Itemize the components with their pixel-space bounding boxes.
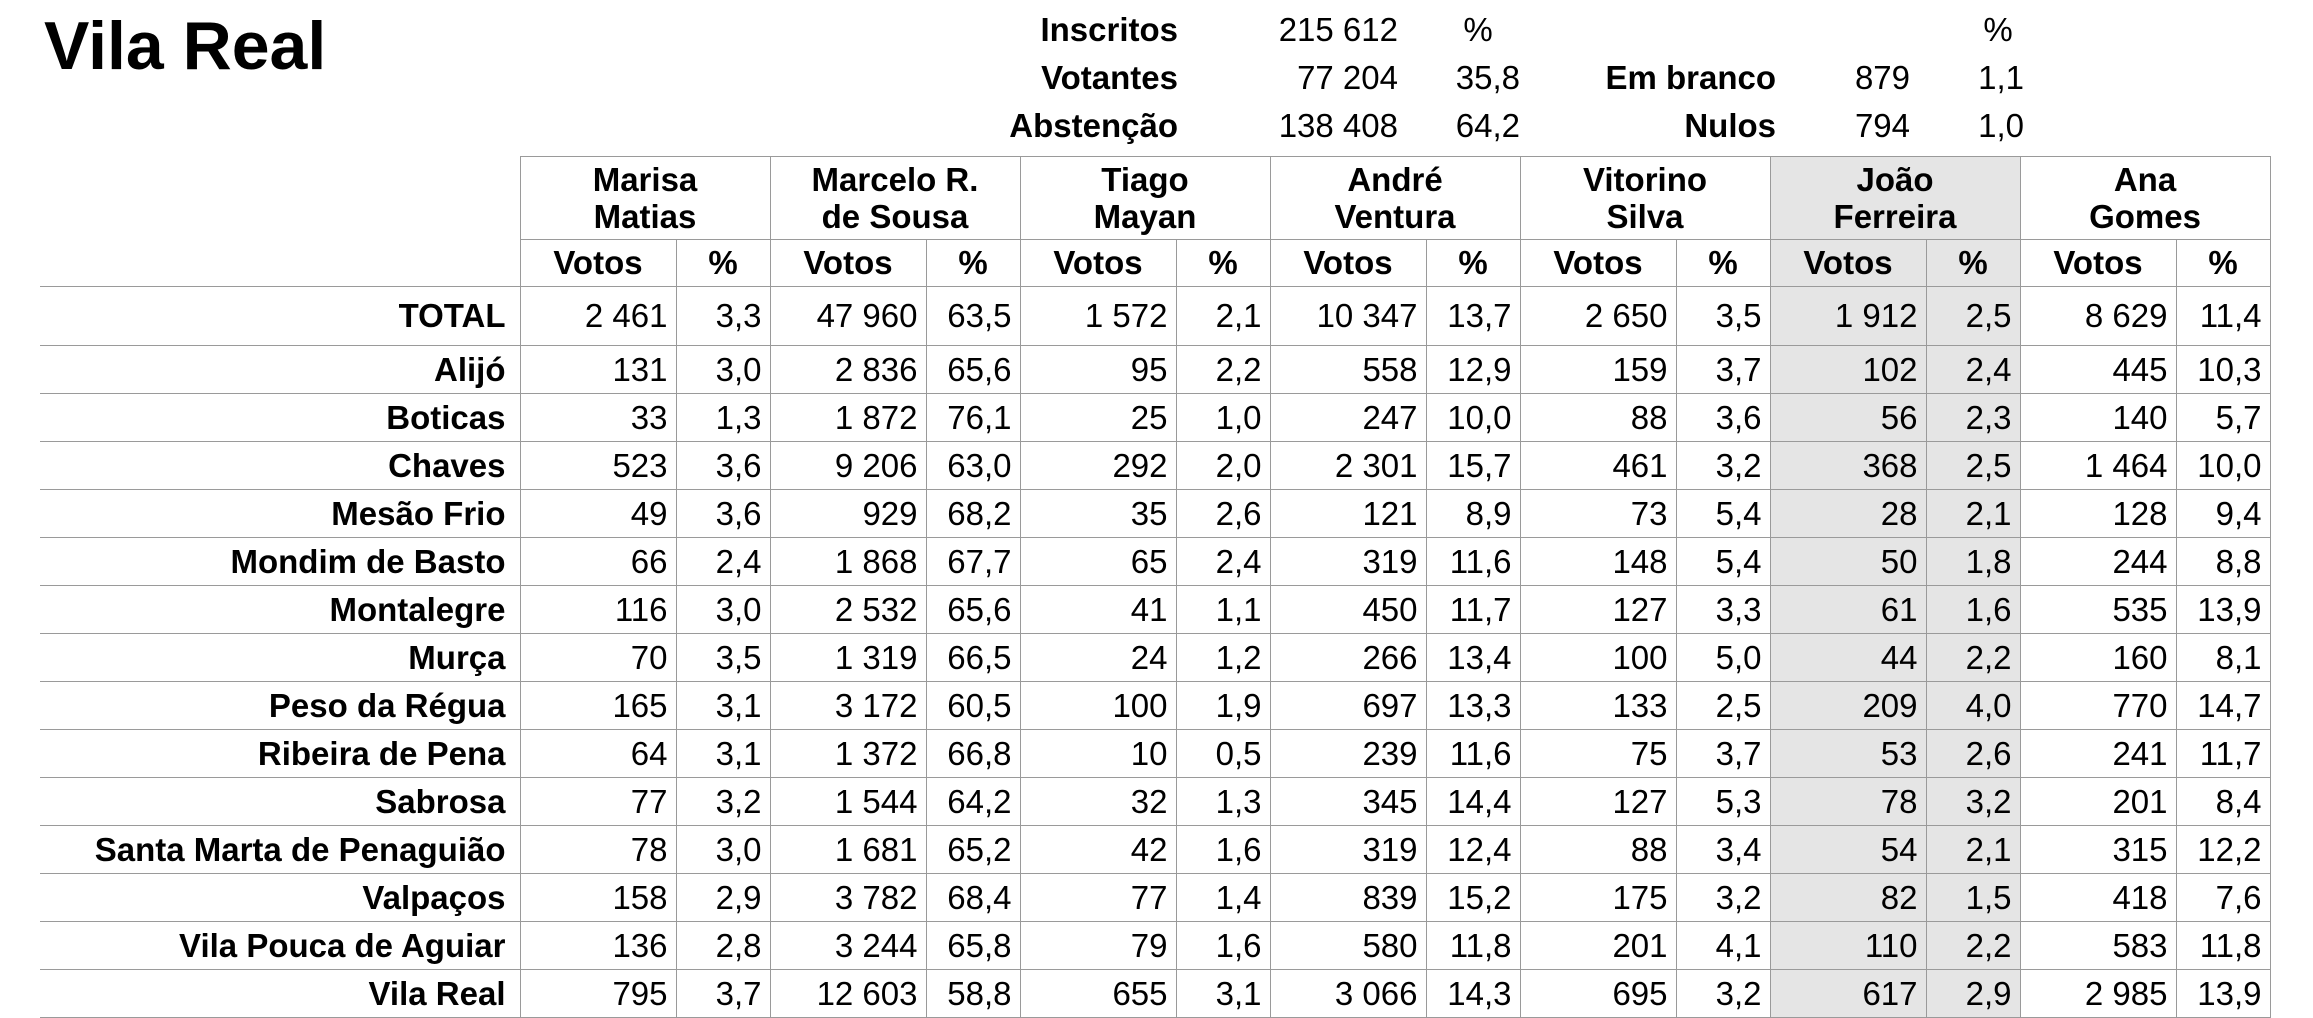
- votos-cell: 121: [1270, 490, 1426, 538]
- pct-cell: 11,8: [2176, 922, 2270, 970]
- votos-cell: 583: [2020, 922, 2176, 970]
- votos-cell: 1 572: [1020, 287, 1176, 346]
- candidate-name-line2: Ferreira: [1833, 198, 1957, 235]
- pct-cell: 15,2: [1426, 874, 1520, 922]
- votos-cell: 445: [2020, 346, 2176, 394]
- votos-cell: 128: [2020, 490, 2176, 538]
- votos-cell: 1 872: [770, 394, 926, 442]
- votos-cell: 25: [1020, 394, 1176, 442]
- pct-cell: 3,5: [1676, 287, 1770, 346]
- pct-cell: 12,2: [2176, 826, 2270, 874]
- table-row: [40, 346, 2270, 394]
- pct-cell: 13,9: [2176, 586, 2270, 634]
- pct-header: %: [2176, 240, 2270, 287]
- results-body: [40, 287, 2270, 1018]
- votos-cell: 35: [1020, 490, 1176, 538]
- pct-cell: 13,9: [2176, 970, 2270, 1018]
- pct-cell: 11,4: [2176, 287, 2270, 346]
- candidate-header-marcelo-r-de-sousa: [770, 157, 1020, 240]
- votos-cell: 54: [1770, 826, 1926, 874]
- nulos-pct: 1,0: [1978, 107, 2024, 144]
- votos-cell: 617: [1770, 970, 1926, 1018]
- pct-header: %: [926, 240, 1020, 287]
- votos-cell: 165: [520, 682, 676, 730]
- votos-cell: 79: [1020, 922, 1176, 970]
- nulos-value: 794: [1854, 107, 1910, 144]
- candidate-name-line1: André: [1347, 161, 1443, 198]
- pct-cell: 13,4: [1426, 634, 1520, 682]
- pct-cell: 2,5: [1926, 442, 2020, 490]
- table-row: [40, 586, 2270, 634]
- pct-cell: 1,9: [1176, 682, 1270, 730]
- votos-cell: 461: [1520, 442, 1676, 490]
- candidate-name-line1: Vitorino: [1582, 161, 1708, 198]
- pct-cell: 63,0: [926, 442, 1020, 490]
- votos-cell: 315: [2020, 826, 2176, 874]
- candidate-header-ana-gomes: [2020, 157, 2270, 240]
- votos-cell: 82: [1770, 874, 1926, 922]
- pct-cell: 3,0: [676, 826, 770, 874]
- pct-cell: 2,9: [1926, 970, 2020, 1018]
- municipality-name: Santa Marta de Penaguião: [40, 826, 520, 874]
- pct-header: %: [1926, 240, 2020, 287]
- votos-cell: 3 782: [770, 874, 926, 922]
- pct-cell: 65,8: [926, 922, 1020, 970]
- votantes-value: 77 204: [1297, 59, 1398, 96]
- candidate-name-line1: João: [1856, 161, 1934, 198]
- pct-cell: 3,3: [1676, 586, 1770, 634]
- pct-cell: 8,4: [2176, 778, 2270, 826]
- votos-cell: 292: [1020, 442, 1176, 490]
- subheader-row: [40, 240, 2270, 287]
- pct-cell: 3,1: [676, 682, 770, 730]
- votos-cell: 78: [1770, 778, 1926, 826]
- pct-cell: 2,5: [1926, 287, 2020, 346]
- pct-cell: 2,4: [676, 538, 770, 586]
- table-row: [40, 970, 2270, 1018]
- pct-cell: 3,1: [676, 730, 770, 778]
- pct-cell: 5,4: [1676, 538, 1770, 586]
- votos-cell: 209: [1770, 682, 1926, 730]
- pct-cell: 3,2: [676, 778, 770, 826]
- pct-header: %: [1176, 240, 1270, 287]
- votos-cell: 9 206: [770, 442, 926, 490]
- municipality-name: Murça: [40, 634, 520, 682]
- pct-cell: 1,5: [1926, 874, 2020, 922]
- pct-cell: 66,5: [926, 634, 1020, 682]
- votos-cell: 1 681: [770, 826, 926, 874]
- municipality-name: Mondim de Basto: [40, 538, 520, 586]
- municipality-name: Valpaços: [40, 874, 520, 922]
- votos-cell: 10: [1020, 730, 1176, 778]
- municipality-name: Vila Real: [40, 970, 520, 1018]
- pct-cell: 66,8: [926, 730, 1020, 778]
- pct-cell: 3,0: [676, 346, 770, 394]
- pct-header-left: %: [1463, 11, 1493, 48]
- pct-cell: 2,8: [676, 922, 770, 970]
- candidate-header-joao-ferreira: [1770, 157, 2020, 240]
- pct-cell: 1,6: [1176, 922, 1270, 970]
- municipality-name: Alijó: [40, 346, 520, 394]
- candidate-name-line2: Gomes: [2089, 198, 2201, 235]
- votos-cell: 201: [2020, 778, 2176, 826]
- votos-cell: 770: [2020, 682, 2176, 730]
- votos-cell: 49: [520, 490, 676, 538]
- table-row: [40, 490, 2270, 538]
- votos-cell: 44: [1770, 634, 1926, 682]
- votos-cell: 697: [1270, 682, 1426, 730]
- candidate-name-line1: Tiago: [1101, 161, 1189, 198]
- votos-cell: 77: [1020, 874, 1176, 922]
- votos-cell: 1 372: [770, 730, 926, 778]
- summary-panel: [0, 0, 2313, 150]
- pct-cell: 10,3: [2176, 346, 2270, 394]
- pct-cell: 3,6: [676, 442, 770, 490]
- pct-cell: 2,2: [1926, 634, 2020, 682]
- pct-cell: 3,6: [676, 490, 770, 538]
- votos-cell: 42: [1020, 826, 1176, 874]
- table-row: [40, 826, 2270, 874]
- votos-header: Votos: [1520, 240, 1676, 287]
- pct-cell: 2,9: [676, 874, 770, 922]
- pct-cell: 8,9: [1426, 490, 1520, 538]
- header-spacer: [40, 157, 520, 240]
- pct-cell: 65,6: [926, 346, 1020, 394]
- pct-cell: 0,5: [1176, 730, 1270, 778]
- pct-cell: 12,9: [1426, 346, 1520, 394]
- pct-cell: 63,5: [926, 287, 1020, 346]
- municipality-name: Peso da Régua: [40, 682, 520, 730]
- table-row: [40, 634, 2270, 682]
- votos-cell: 175: [1520, 874, 1676, 922]
- pct-cell: 10,0: [1426, 394, 1520, 442]
- pct-cell: 2,3: [1926, 394, 2020, 442]
- pct-cell: 3,2: [1676, 442, 1770, 490]
- votos-cell: 73: [1520, 490, 1676, 538]
- votos-cell: 131: [520, 346, 676, 394]
- votos-cell: 41: [1020, 586, 1176, 634]
- pct-cell: 58,8: [926, 970, 1020, 1018]
- pct-cell: 14,4: [1426, 778, 1520, 826]
- votos-cell: 3 172: [770, 682, 926, 730]
- votos-cell: 56: [1770, 394, 1926, 442]
- votos-cell: 2 532: [770, 586, 926, 634]
- votos-cell: 65: [1020, 538, 1176, 586]
- table-row: [40, 778, 2270, 826]
- pct-header-right: %: [1983, 11, 2013, 48]
- votos-cell: 12 603: [770, 970, 926, 1018]
- votos-cell: 1 868: [770, 538, 926, 586]
- candidate-header-row: [40, 157, 2270, 240]
- candidate-name-line2: Mayan: [1093, 198, 1197, 235]
- votos-cell: 95: [1020, 346, 1176, 394]
- municipality-name: Montalegre: [40, 586, 520, 634]
- votos-cell: 50: [1770, 538, 1926, 586]
- pct-cell: 3,7: [676, 970, 770, 1018]
- pct-cell: 2,0: [1176, 442, 1270, 490]
- votos-cell: 1 319: [770, 634, 926, 682]
- pct-cell: 3,3: [676, 287, 770, 346]
- table-row: [40, 394, 2270, 442]
- pct-cell: 8,8: [2176, 538, 2270, 586]
- pct-cell: 2,1: [1926, 826, 2020, 874]
- votos-cell: 77: [520, 778, 676, 826]
- pct-cell: 1,3: [1176, 778, 1270, 826]
- votos-cell: 580: [1270, 922, 1426, 970]
- votos-cell: 140: [2020, 394, 2176, 442]
- votantes-label: Votantes: [1041, 59, 1178, 96]
- pct-cell: 13,7: [1426, 287, 1520, 346]
- votos-cell: 655: [1020, 970, 1176, 1018]
- votos-cell: 24: [1020, 634, 1176, 682]
- pct-cell: 60,5: [926, 682, 1020, 730]
- votos-cell: 88: [1520, 394, 1676, 442]
- pct-cell: 2,1: [1176, 287, 1270, 346]
- pct-cell: 11,8: [1426, 922, 1520, 970]
- votos-cell: 2 985: [2020, 970, 2176, 1018]
- municipality-name: Vila Pouca de Aguiar: [40, 922, 520, 970]
- candidate-name-line2: Matias: [593, 198, 697, 235]
- nulos-label: Nulos: [1684, 107, 1776, 144]
- pct-cell: 64,2: [926, 778, 1020, 826]
- votos-cell: 2 301: [1270, 442, 1426, 490]
- votos-cell: 100: [1020, 682, 1176, 730]
- votos-cell: 100: [1520, 634, 1676, 682]
- pct-cell: 2,5: [1676, 682, 1770, 730]
- pct-cell: 8,1: [2176, 634, 2270, 682]
- em-branco-label: Em branco: [1605, 59, 1776, 96]
- votos-cell: 929: [770, 490, 926, 538]
- candidate-header-marisa-matias: [520, 157, 770, 240]
- pct-cell: 9,4: [2176, 490, 2270, 538]
- pct-cell: 3,5: [676, 634, 770, 682]
- table-row: [40, 922, 2270, 970]
- pct-cell: 1,4: [1176, 874, 1270, 922]
- pct-cell: 65,6: [926, 586, 1020, 634]
- votos-cell: 88: [1520, 826, 1676, 874]
- em-branco-pct: 1,1: [1978, 59, 2024, 96]
- pct-cell: 68,4: [926, 874, 1020, 922]
- abstencao-label: Abstenção: [1009, 107, 1178, 144]
- pct-cell: 2,6: [1176, 490, 1270, 538]
- results-table: [40, 156, 2271, 1018]
- pct-cell: 1,1: [1176, 586, 1270, 634]
- votos-cell: 64: [520, 730, 676, 778]
- votos-cell: 160: [2020, 634, 2176, 682]
- votantes-pct: 35,8: [1455, 59, 1520, 96]
- municipality-name: Ribeira de Pena: [40, 730, 520, 778]
- votos-header: Votos: [2020, 240, 2176, 287]
- pct-cell: 5,7: [2176, 394, 2270, 442]
- pct-cell: 4,1: [1676, 922, 1770, 970]
- votos-cell: 239: [1270, 730, 1426, 778]
- votos-header: Votos: [1770, 240, 1926, 287]
- votos-cell: 795: [520, 970, 676, 1018]
- inscritos-value: 215 612: [1278, 11, 1398, 48]
- candidate-name-line1: Ana: [2113, 161, 2177, 198]
- pct-cell: 11,7: [2176, 730, 2270, 778]
- table-row: [40, 874, 2270, 922]
- pct-cell: 2,2: [1176, 346, 1270, 394]
- candidate-header-tiago-mayan: [1020, 157, 1270, 240]
- pct-cell: 10,0: [2176, 442, 2270, 490]
- votos-cell: 75: [1520, 730, 1676, 778]
- votos-cell: 3 066: [1270, 970, 1426, 1018]
- votos-header: Votos: [1020, 240, 1176, 287]
- votos-cell: 523: [520, 442, 676, 490]
- candidate-name-line1: Marcelo R.: [811, 161, 979, 198]
- votos-cell: 2 650: [1520, 287, 1676, 346]
- votos-cell: 266: [1270, 634, 1426, 682]
- votos-cell: 201: [1520, 922, 1676, 970]
- votos-cell: 558: [1270, 346, 1426, 394]
- pct-cell: 1,2: [1176, 634, 1270, 682]
- votos-cell: 158: [520, 874, 676, 922]
- pct-cell: 2,6: [1926, 730, 2020, 778]
- votos-cell: 136: [520, 922, 676, 970]
- votos-cell: 241: [2020, 730, 2176, 778]
- municipality-name: TOTAL: [40, 287, 520, 346]
- votos-cell: 695: [1520, 970, 1676, 1018]
- votos-cell: 2 836: [770, 346, 926, 394]
- candidate-name-line1: Marisa: [592, 161, 698, 198]
- votos-cell: 32: [1020, 778, 1176, 826]
- votos-cell: 1 544: [770, 778, 926, 826]
- pct-cell: 3,2: [1676, 970, 1770, 1018]
- votos-cell: 1 912: [1770, 287, 1926, 346]
- pct-cell: 2,4: [1176, 538, 1270, 586]
- pct-cell: 65,2: [926, 826, 1020, 874]
- votos-cell: 28: [1770, 490, 1926, 538]
- pct-cell: 3,7: [1676, 346, 1770, 394]
- pct-cell: 1,6: [1176, 826, 1270, 874]
- votos-cell: 244: [2020, 538, 2176, 586]
- em-branco-value: 879: [1854, 59, 1910, 96]
- subheader-spacer: [40, 240, 520, 287]
- votos-cell: 66: [520, 538, 676, 586]
- votos-cell: 8 629: [2020, 287, 2176, 346]
- pct-cell: 14,7: [2176, 682, 2270, 730]
- votos-cell: 110: [1770, 922, 1926, 970]
- pct-cell: 2,1: [1926, 490, 2020, 538]
- candidate-name-line2: Silva: [1606, 198, 1684, 235]
- pct-cell: 5,0: [1676, 634, 1770, 682]
- votos-cell: 116: [520, 586, 676, 634]
- votos-cell: 10 347: [1270, 287, 1426, 346]
- pct-cell: 3,2: [1926, 778, 2020, 826]
- pct-cell: 4,0: [1926, 682, 2020, 730]
- votos-cell: 47 960: [770, 287, 926, 346]
- votos-cell: 345: [1270, 778, 1426, 826]
- votos-header: Votos: [1270, 240, 1426, 287]
- votos-cell: 78: [520, 826, 676, 874]
- pct-cell: 5,4: [1676, 490, 1770, 538]
- pct-cell: 3,1: [1176, 970, 1270, 1018]
- votos-cell: 319: [1270, 538, 1426, 586]
- votos-cell: 127: [1520, 586, 1676, 634]
- votos-cell: 319: [1270, 826, 1426, 874]
- pct-cell: 7,6: [2176, 874, 2270, 922]
- votos-cell: 70: [520, 634, 676, 682]
- votos-cell: 3 244: [770, 922, 926, 970]
- pct-cell: 5,3: [1676, 778, 1770, 826]
- votos-cell: 127: [1520, 778, 1676, 826]
- table-row: [40, 730, 2270, 778]
- pct-cell: 11,6: [1426, 538, 1520, 586]
- votos-cell: 133: [1520, 682, 1676, 730]
- municipality-name: Mesão Frio: [40, 490, 520, 538]
- total-row: [40, 287, 2270, 346]
- pct-header: %: [676, 240, 770, 287]
- candidate-header-vitorino-silva: [1520, 157, 1770, 240]
- pct-cell: 12,4: [1426, 826, 1520, 874]
- municipality-name: Chaves: [40, 442, 520, 490]
- votos-cell: 53: [1770, 730, 1926, 778]
- pct-cell: 14,3: [1426, 970, 1520, 1018]
- pct-cell: 1,6: [1926, 586, 2020, 634]
- municipality-name: Sabrosa: [40, 778, 520, 826]
- page-title: Vila Real: [44, 8, 327, 84]
- votos-cell: 159: [1520, 346, 1676, 394]
- votos-cell: 247: [1270, 394, 1426, 442]
- inscritos-label: Inscritos: [1040, 11, 1178, 48]
- table-row: [40, 442, 2270, 490]
- votos-cell: 1 464: [2020, 442, 2176, 490]
- pct-cell: 2,2: [1926, 922, 2020, 970]
- pct-cell: 68,2: [926, 490, 1020, 538]
- candidate-name-line2: Ventura: [1334, 198, 1456, 235]
- pct-cell: 11,6: [1426, 730, 1520, 778]
- abstencao-pct: 64,2: [1455, 107, 1520, 144]
- votos-cell: 839: [1270, 874, 1426, 922]
- pct-cell: 1,8: [1926, 538, 2020, 586]
- pct-cell: 3,7: [1676, 730, 1770, 778]
- pct-cell: 3,2: [1676, 874, 1770, 922]
- pct-cell: 15,7: [1426, 442, 1520, 490]
- pct-cell: 76,1: [926, 394, 1020, 442]
- candidate-header-andre-ventura: [1270, 157, 1520, 240]
- pct-header: %: [1426, 240, 1520, 287]
- pct-header: %: [1676, 240, 1770, 287]
- municipality-name: Boticas: [40, 394, 520, 442]
- votos-header: Votos: [520, 240, 676, 287]
- pct-cell: 3,4: [1676, 826, 1770, 874]
- table-row: [40, 538, 2270, 586]
- votos-cell: 368: [1770, 442, 1926, 490]
- pct-cell: 1,0: [1176, 394, 1270, 442]
- votos-cell: 418: [2020, 874, 2176, 922]
- pct-cell: 67,7: [926, 538, 1020, 586]
- votos-cell: 450: [1270, 586, 1426, 634]
- votos-cell: 61: [1770, 586, 1926, 634]
- table-row: [40, 682, 2270, 730]
- pct-cell: 1,3: [676, 394, 770, 442]
- abstencao-value: 138 408: [1278, 107, 1398, 144]
- votos-cell: 2 461: [520, 287, 676, 346]
- pct-cell: 11,7: [1426, 586, 1520, 634]
- candidate-name-line2: de Sousa: [821, 198, 969, 235]
- pct-cell: 2,4: [1926, 346, 2020, 394]
- votos-cell: 102: [1770, 346, 1926, 394]
- pct-cell: 3,0: [676, 586, 770, 634]
- pct-cell: 3,6: [1676, 394, 1770, 442]
- pct-cell: 13,3: [1426, 682, 1520, 730]
- votos-header: Votos: [770, 240, 926, 287]
- votos-cell: 148: [1520, 538, 1676, 586]
- votos-cell: 33: [520, 394, 676, 442]
- votos-cell: 535: [2020, 586, 2176, 634]
